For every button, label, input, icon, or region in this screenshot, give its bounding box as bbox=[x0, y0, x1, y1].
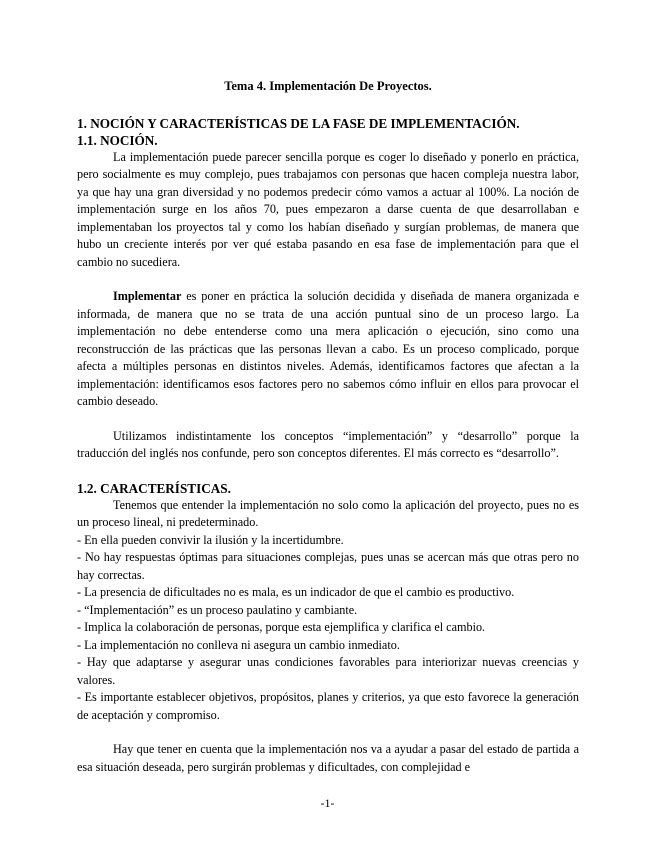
paragraph: Tenemos que entender la implementación no solo como la aplicación del proyecto, pues no es un proceso lineal, ni predeterminado. bbox=[77, 497, 579, 529]
list-item: - La implementación no conlleva ni asegura un cambio inmediato. bbox=[77, 637, 400, 652]
paragraph-text: es poner en práctica la solución decidida y diseñada de manera organizada e informada, de manera que no se trata de una acción puntual sino de un proceso largo. La implementación no debe entenderse como una mera aplicación o ejecución, sino como una reconstrucción de las prácticas que las personas llevan a cabo. Es un proceso complicado, porque afecta a múltiples personas en distintos niveles. Además, identificamos factores que afectan a la implementación: identificamos esos factores pero no sabemos cómo influir en ellos para provocar el cambio deseado. bbox=[77, 289, 579, 408]
paragraph: Utilizamos indistintamente los conceptos “implementación” y “desarrollo” porque la traducción del inglés nos confunde, pero son conceptos diferentes. El más correcto es “desarrollo”. bbox=[77, 428, 579, 460]
document-title: Tema 4. Implementación De Proyectos. bbox=[224, 79, 432, 93]
subsection-heading: 1.1. NOCIÓN. bbox=[77, 132, 158, 148]
list-item: - Implica la colaboración de personas, porque esta ejemplifica y clarifica el cambio. bbox=[77, 620, 486, 634]
document-page bbox=[77, 78, 579, 776]
bold-term: Implementar bbox=[113, 289, 182, 303]
paragraph bbox=[77, 288, 579, 411]
subsection-heading: 1.2. CARACTERÍSTICAS. bbox=[77, 480, 231, 496]
list-item: - En ella pueden convivir la ilusión y la incertidumbre. bbox=[77, 532, 344, 547]
list-item: - La presencia de dificultades no es mala, es un indicador de que el cambio es productivo. bbox=[77, 585, 515, 599]
list-item: - Es importante establecer objetivos, propósitos, planes y criterios, ya que esto favorece la generación de aceptación y compromiso. bbox=[77, 690, 579, 722]
list-item: - Hay que adaptarse y asegurar unas condiciones favorables para interiorizar nuevas creencias y valores. bbox=[77, 655, 579, 687]
list-item: - “Implementación” es un proceso paulatino y cambiante. bbox=[77, 602, 358, 617]
list-item: - No hay respuestas óptimas para situaciones complejas, pues unas se acercan más que otras pero no hay correctas. bbox=[77, 550, 579, 582]
section-heading: 1. NOCIÓN Y CARACTERÍSTICAS DE LA FASE DE IMPLEMENTACIÓN. bbox=[77, 115, 520, 131]
page-number: -1- bbox=[320, 796, 335, 810]
paragraph: La implementación puede parecer sencilla porque es coger lo diseñado y ponerlo en práctica, pero socialmente es muy complejo, pues trabajamos con personas que hacen compleja nuestra labor, ya que hay una gran diversidad y no podemos predecir cómo vamos a actuar al 100%. La noción de implementación surge en los años 70, pues empezaron a darse cuenta de que desarrollaban e implementaban los proyectos tal y como los habían diseñado y surgían problemas, de manera que hubo un creciente interés por ver qué estaba pasando en esa fase de implementación para que el cambio no sucediera. bbox=[77, 149, 579, 269]
paragraph: Hay que tener en cuenta que la implementación nos va a ayudar a pasar del estado de partida a esa situación deseada, pero surgirán problemas y dificultades, con complejidad e bbox=[77, 742, 579, 774]
